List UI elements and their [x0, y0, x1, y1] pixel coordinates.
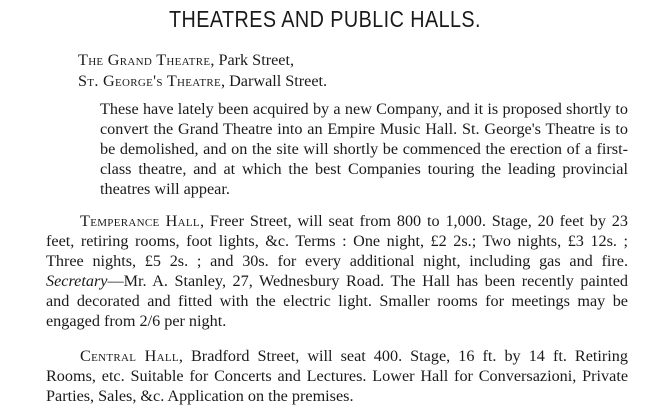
theatres-note: These have lately been acquired by a new Company, and it is proposed shortly to convert the Grand Theatre into an Empire Music Hall. St. George's Theatre is to be demolished, and on the site will shortly be commenced the erection of a first-class theatre, and at which the best Companies touring the leading provincial theatres will appear.	[100, 100, 628, 198]
hall-details: , Bradford Street, will seat 400. Stage, 16 ft. by 14 ft. Retiring Rooms, etc. Suitable for Concerts and Lectures. Lower Hall for Conversazioni, Private Parties, Sales, &c. Application on the premises.	[46, 347, 628, 405]
central-hall-entry	[46, 346, 628, 406]
theatre-address: , Darwall Street.	[221, 72, 328, 90]
theatre-address: , Park Street,	[210, 51, 294, 69]
theatre-entry-grand	[78, 50, 294, 70]
theatre-entry-st-georges	[78, 71, 327, 91]
hall-name: Central Hall	[80, 347, 179, 365]
theatre-name: The Grand Theatre	[78, 51, 211, 69]
temperance-hall-entry	[46, 211, 628, 331]
page-heading: THEATRES AND PUBLIC HALLS.	[168, 6, 481, 32]
theatre-name: St. George's Theatre	[78, 72, 222, 90]
hall-name: Temperance Hall	[80, 212, 200, 230]
hall-details-continued: —Mr. A. Stanley, 27, Wednesbury Road. The Hall has been recently painted and decorated and fitted with the electric light. Smaller rooms for meetings may be engaged from 2/6 per night.	[46, 272, 628, 330]
secretary-label: Secretary	[46, 272, 108, 290]
hall-details: , Freer Street, will seat from 800 to 1,000. Stage, 20 feet by 23 feet, retiring rooms, foot lights, &c. Terms : One night, £2 2s.; Two nights, £3 12s. ; Three nights, £5 2s. ; and 30s. for every additional night, including gas and fire.	[46, 212, 628, 270]
